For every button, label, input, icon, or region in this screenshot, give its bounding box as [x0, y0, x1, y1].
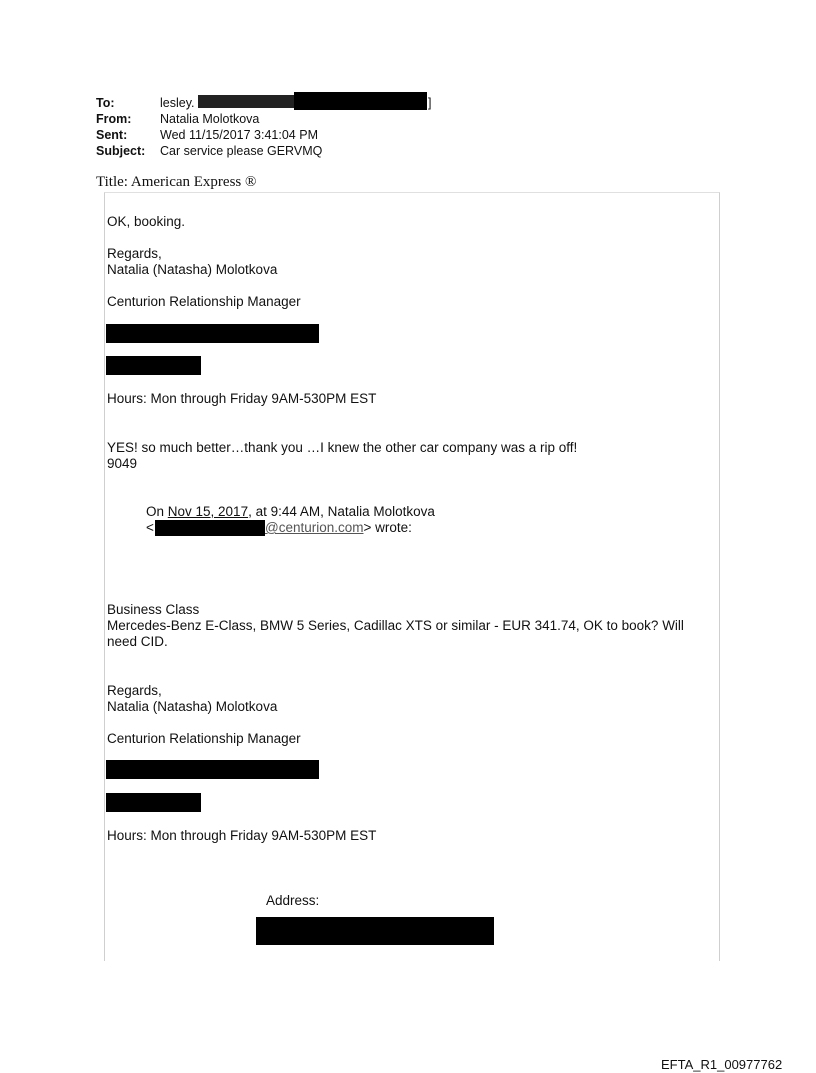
quote-intro: [146, 504, 435, 520]
signature-name-2: Natalia (Natasha) Molotkova: [107, 699, 278, 714]
from-value: Natalia Molotkova: [160, 112, 260, 126]
cars-line-1: Mercedes-Benz E-Class, BMW 5 Series, Cadillac XTS or similar - EUR 341.74, OK to book? Will: [107, 618, 684, 633]
subject-value: Car service please GERVMQ: [160, 144, 323, 158]
address-label: Address:: [266, 893, 320, 908]
regards-2: Regards,: [107, 683, 162, 698]
redaction-contact-1: [106, 324, 319, 343]
to-label: To:: [96, 96, 115, 110]
hours-1: Hours: Mon through Friday 9AM-530PM EST: [107, 391, 377, 406]
booking-line: OK, booking.: [107, 214, 186, 229]
from-label: From:: [96, 112, 132, 126]
reply-line: YES! so much better…thank you …I knew the other car company was a rip off!: [107, 440, 578, 455]
business-class: Business Class: [107, 602, 200, 617]
to-close-bracket: ]: [428, 96, 432, 110]
title-line: Title: American Express ®: [96, 174, 257, 190]
signature-role-1: Centurion Relationship Manager: [107, 294, 301, 309]
redaction-email-user: [155, 520, 265, 536]
hours-2: Hours: Mon through Friday 9AM-530PM EST: [107, 828, 377, 843]
cars-line-2: need CID.: [107, 634, 168, 649]
quote-lt: <: [146, 520, 154, 535]
number-line: 9049: [107, 456, 138, 471]
document-id: EFTA_R1_00977762: [661, 1057, 783, 1072]
signature-name-1: Natalia (Natasha) Molotkova: [107, 262, 278, 277]
to-value: lesley.: [160, 96, 195, 110]
quote-wrote: > wrote:: [363, 520, 412, 535]
subject-label: Subject:: [96, 144, 146, 158]
quote-intro-suffix: , at 9:44 AM, Natalia Molotkova: [248, 504, 435, 519]
redaction-contact-2: [106, 760, 319, 779]
redaction-to-partial: [198, 95, 294, 108]
quote-intro-prefix: On: [146, 504, 168, 519]
redaction-to: [294, 92, 427, 110]
sent-label: Sent:: [96, 128, 128, 142]
quote-date-link[interactable]: Nov 15, 2017: [167, 504, 249, 519]
centurion-email-link[interactable]: @centurion.com: [265, 520, 364, 535]
sent-value: Wed 11/15/2017 3:41:04 PM: [160, 128, 318, 142]
quote-email: [265, 520, 412, 536]
signature-role-2: Centurion Relationship Manager: [107, 731, 301, 746]
regards-1: Regards,: [107, 246, 162, 261]
redaction-phone-2: [106, 793, 201, 812]
redaction-address: [256, 917, 494, 945]
redaction-phone-1: [106, 356, 201, 375]
